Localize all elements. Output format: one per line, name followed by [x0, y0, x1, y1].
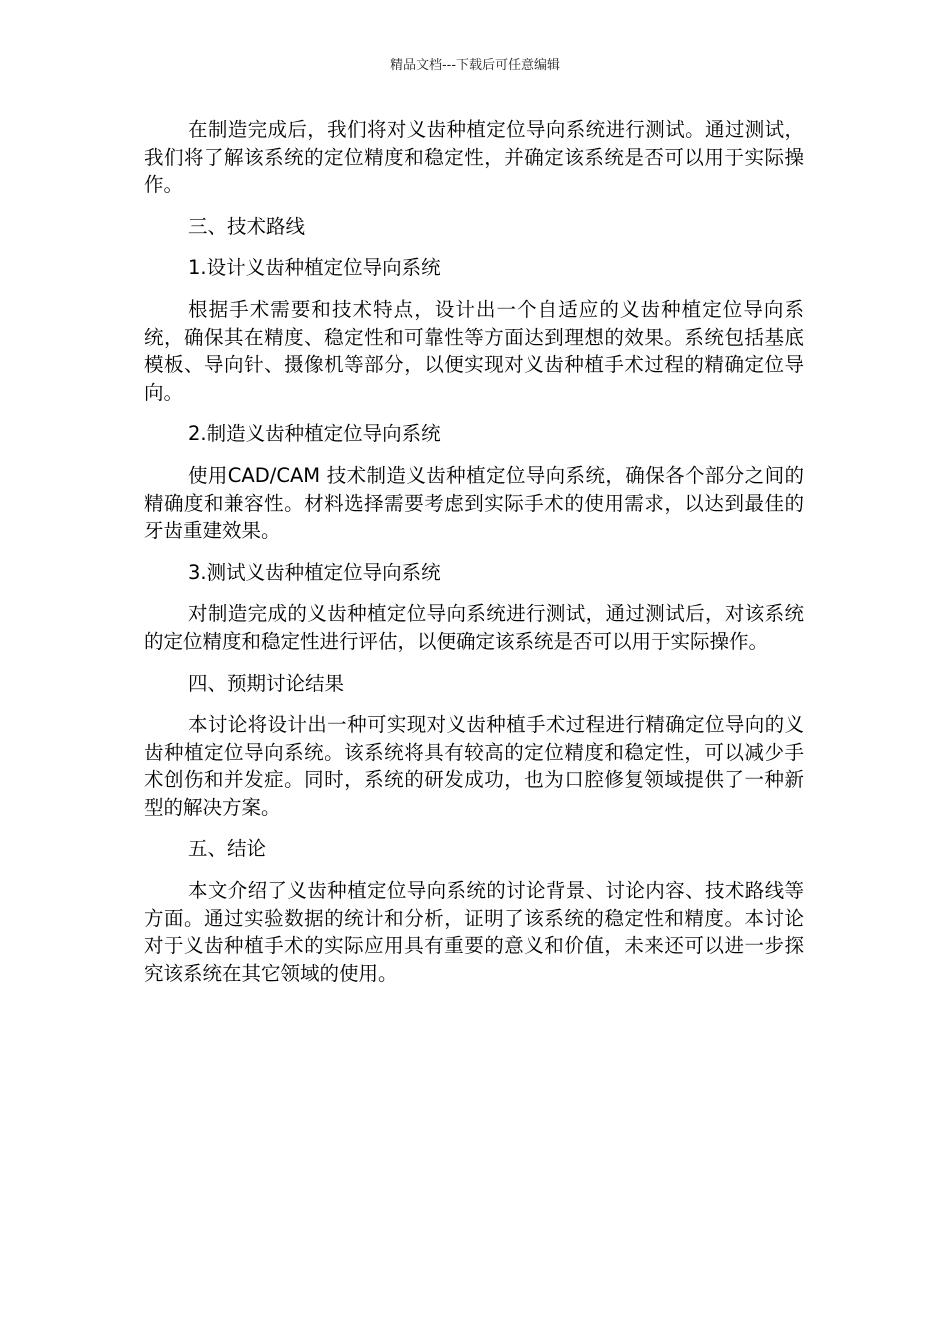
section-heading-expected-results: 四、预期讨论结果 [188, 671, 345, 695]
paragraph-testing-intro: 在制造完成后，我们将对义齿种植定位导向系统进行测试。通过测试，我们将了解该系统的定位精度和稳定性，并确定该系统是否可以用于实际操作。 [144, 118, 804, 197]
paragraph-test-system: 对制造完成的义齿种植定位导向系统进行测试，通过测试后，对该系统的定位精度和稳定性进行评估，以便确定该系统是否可以用于实际操作。 [144, 602, 804, 653]
subheading-manufacture-system: 2.制造义齿种植定位导向系统 [188, 422, 441, 446]
paragraph-design-system: 根据手术需要和技术特点，设计出一个自适应的义齿种植定位导向系统，确保其在精度、稳定性和可靠性等方面达到理想的效果。系统包括基底模板、导向针、摄像机等部分，以便实现对义齿种植手术过程的精确定位导向。 [144, 297, 804, 404]
subheading-test-system: 3.测试义齿种植定位导向系统 [188, 560, 441, 584]
subheading-design-system: 1.设计义齿种植定位导向系统 [188, 256, 441, 280]
document-body [144, 116, 804, 1001]
page-header: 精品文档---下载后可任意编辑 [389, 58, 561, 73]
paragraph-expected-results: 本讨论将设计出一种可实现对义齿种植手术过程进行精确定位导向的义齿种植定位导向系统。该系统将具有较高的定位精度和稳定性，可以减少手术创伤和并发症。同时，系统的研发成功，也为口腔修复领域提供了一种新型的解决方案。 [144, 713, 804, 819]
section-heading-technical-route: 三、技术路线 [188, 214, 306, 238]
section-heading-conclusion: 五、结论 [188, 837, 267, 861]
paragraph-conclusion: 本文介绍了义齿种植定位导向系统的讨论背景、讨论内容、技术路线等方面。通过实验数据的统计和分析，证明了该系统的稳定性和精度。本讨论对于义齿种植手术的实际应用具有重要的意义和价值，未来还可以进一步探究该系统在其它领域的使用。 [144, 879, 804, 985]
paragraph-manufacture-system: 使用CAD/CAM 技术制造义齿种植定位导向系统，确保各个部分之间的精确度和兼容性。材料选择需要考虑到实际手术的使用需求，以达到最佳的牙齿重建效果。 [144, 463, 804, 543]
